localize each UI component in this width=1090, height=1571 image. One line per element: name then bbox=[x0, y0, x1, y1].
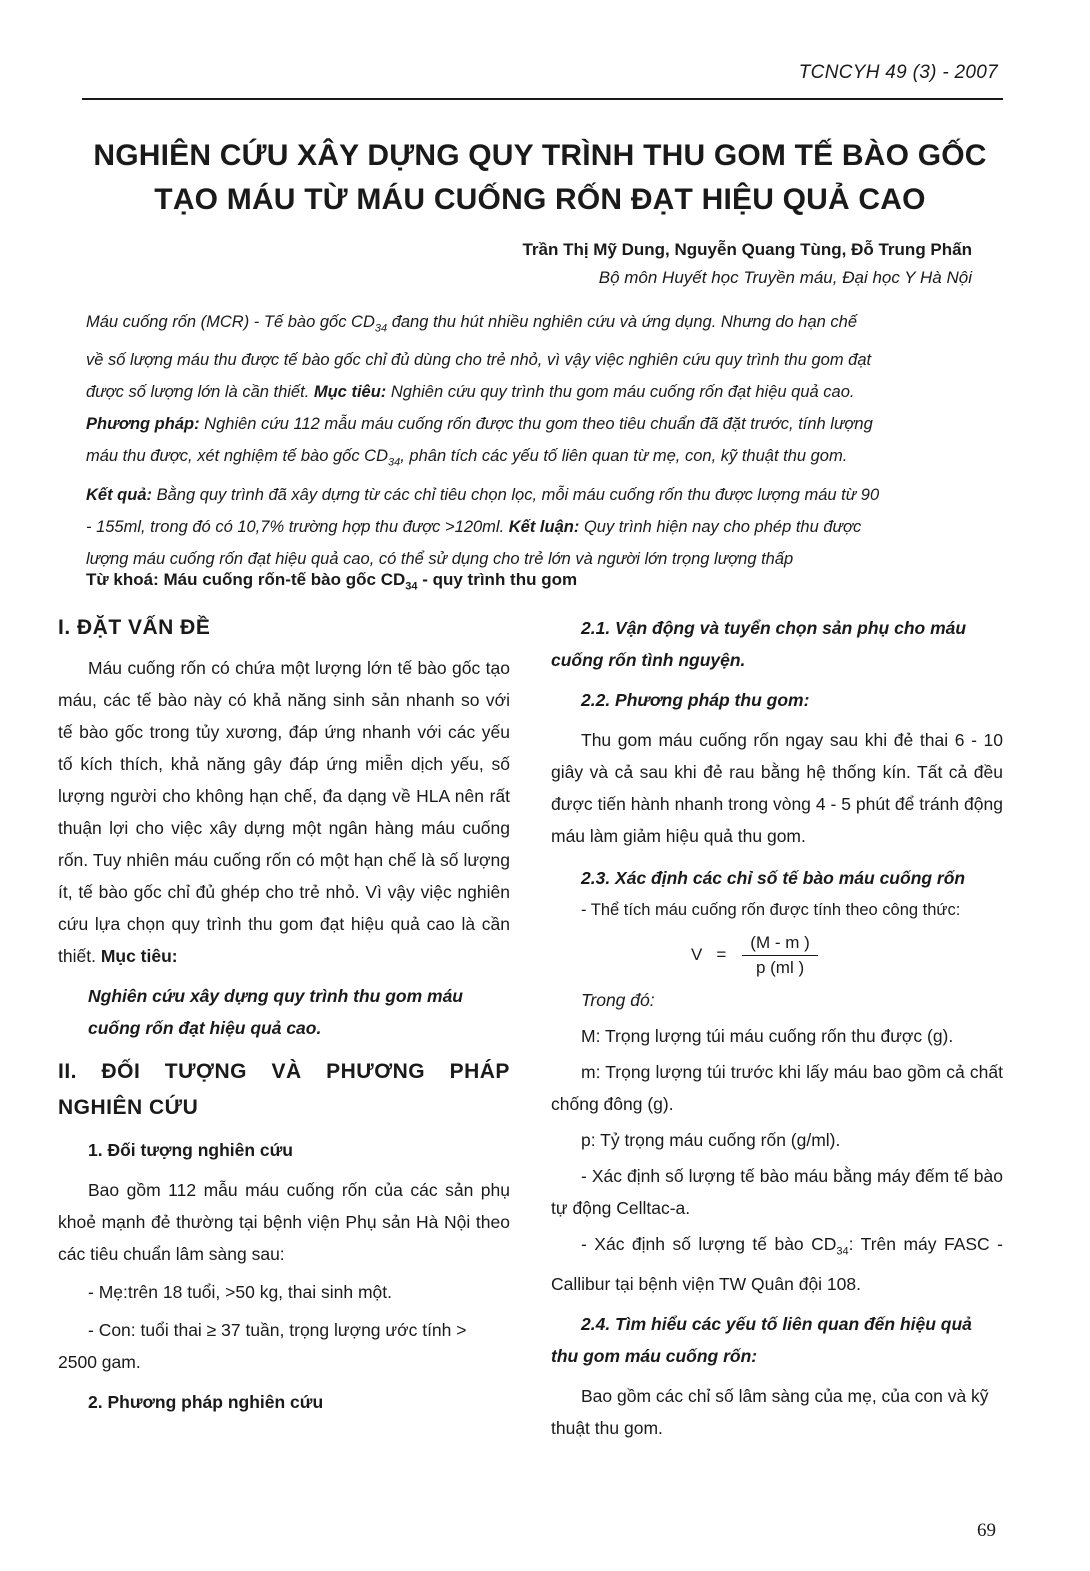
abstract-line-6 bbox=[86, 479, 1001, 511]
article-title bbox=[60, 134, 1020, 222]
author-affiliation: Bộ môn Huyết học Truyền máu, Đại học Y Hà Nội bbox=[598, 268, 972, 287]
subsection-2-heading: 2. Phương pháp nghiên cứu bbox=[88, 1392, 324, 1412]
subscript: 34 bbox=[405, 580, 418, 593]
abstract bbox=[86, 306, 1001, 575]
section-heading-2-line-2: NGHIÊN CỨU bbox=[58, 1096, 199, 1119]
page-number: 69 bbox=[977, 1520, 996, 1541]
heading-word: II. bbox=[58, 1060, 78, 1083]
subscript: 34 bbox=[374, 322, 388, 335]
objective-label: Mục tiêu: bbox=[100, 946, 178, 966]
formula-variable: V bbox=[691, 945, 703, 964]
formula-equals: = bbox=[716, 945, 727, 964]
abstract-text: Nghiên cứu 112 mẫu máu cuống rốn được thu gom theo tiêu chuẩn đã đặt trước, tính lượng bbox=[199, 415, 873, 434]
author-names: Trần Thị Mỹ Dung, Nguyễn Quang Tùng, Đỗ Trung Phấn bbox=[522, 240, 972, 259]
abstract-text: Quy trình hiện nay cho phép thu được bbox=[579, 517, 862, 536]
header-rule bbox=[82, 98, 1003, 100]
title-line-1: NGHIÊN CỨU XÂY DỰNG QUY TRÌNH THU GOM TẾ BÀO GỐC bbox=[93, 139, 987, 172]
section-heading-2-line-1 bbox=[58, 1054, 510, 1090]
heading-word: PHÁP bbox=[449, 1060, 510, 1083]
left-column bbox=[58, 616, 510, 1418]
intro-text: Máu cuống rốn có chứa một lượng lớn tế bào gốc tạo máu, các tế bào này có khả năng sinh sản nhanh so với tế bào gốc trong tủy xương, đáp ứng nhanh với các yếu tố kích thích, khả năng gây đáp ứng miễn dịch yếu, số lượng người cho không hạn chế, đa dạng về HLA nên rất thuận lợi cho việc xây dựng một ngân hàng máu cuống rốn. Tuy nhiên máu cuống rốn có một hạn chế là số lượng ít, tế bào gốc chỉ đủ ghép cho trẻ nhỏ. Vì vậy việc nghiên cứu lựa chọn quy trình thu gom đạt hiệu quả cao là cần thiết. bbox=[58, 658, 510, 966]
subscript: 34 bbox=[388, 456, 401, 469]
abstract-text: - 155ml, trong đó có 10,7% trường hợp thu được >120ml. bbox=[86, 517, 509, 536]
keywords bbox=[86, 570, 577, 592]
abstract-line-7 bbox=[86, 511, 1001, 543]
abstract-line-4 bbox=[86, 408, 1001, 440]
result-label: Kết quả: bbox=[86, 485, 152, 504]
cell-count-method: - Xác định số lượng tế bào máu bằng máy đếm tế bào tự động Celltac-a. bbox=[551, 1166, 1003, 1218]
section-heading-1: I. ĐẶT VẤN ĐỀ bbox=[58, 616, 211, 639]
factors-paragraph: Bao gồm các chỉ số lâm sàng của mẹ, của con và kỹ thuật thu gom. bbox=[551, 1385, 989, 1438]
volume-formula bbox=[691, 926, 1003, 984]
cd34-text: : Trên máy FASC - Callibur tại bệnh viện TW Quân đội 108. bbox=[551, 1234, 1003, 1294]
abstract-text: Bằng quy trình đã xây dựng từ các chỉ tiêu chọn lọc, mỗi máu cuống rốn thu được lượng máu từ 90 bbox=[152, 485, 880, 504]
heading-word: PHƯƠNG bbox=[326, 1060, 426, 1083]
def-p: p: Tỷ trọng máu cuống rốn (g/ml). bbox=[581, 1130, 841, 1150]
abstract-text: Máu cuống rốn (MCR) - Tế bào gốc CD bbox=[86, 313, 375, 331]
where-label: Trong đó: bbox=[581, 990, 655, 1010]
formula-numerator: (M - m ) bbox=[742, 933, 817, 956]
abstract-text: đang thu hút nhiều nghiên cứu và ứng dụng. Nhưng do hạn chế bbox=[387, 313, 858, 331]
subsection-2-3-heading: 2.3. Xác định các chỉ số tế bào máu cuống rốn bbox=[581, 868, 966, 888]
subsection-2-4-heading: 2.4. Tìm hiểu các yếu tố liên quan đến hiệu quả thu gom máu cuống rốn: bbox=[551, 1313, 972, 1366]
cd34-text: - Xác định số lượng tế bào CD bbox=[581, 1234, 837, 1254]
objective-text: Nghiên cứu xây dựng quy trình thu gom máu cuống rốn đạt hiệu quả cao. bbox=[88, 986, 463, 1038]
abstract-line-3 bbox=[86, 376, 1001, 408]
abstract-text: máu thu được, xét nghiệm tế bào gốc CD bbox=[86, 447, 389, 466]
abstract-line-1 bbox=[86, 306, 1001, 344]
subsection-1-heading: 1. Đối tượng nghiên cứu bbox=[88, 1140, 294, 1160]
abstract-line-2: về số lượng máu thu được tế bào gốc chỉ đủ dùng cho trẻ nhỏ, vì vậy việc nghiên cứu quy trình thu gom đạt bbox=[86, 351, 872, 370]
section-heading-2 bbox=[58, 1054, 510, 1126]
cd34-method bbox=[551, 1228, 1003, 1300]
title-line-2: TẠO MÁU TỪ MÁU CUỐNG RỐN ĐẠT HIỆU QUẢ CAO bbox=[154, 183, 926, 216]
def-M: M: Trọng lượng túi máu cuống rốn thu được (g). bbox=[581, 1026, 954, 1046]
criterion-mother: - Mẹ:trên 18 tuổi, >50 kg, thai sinh một. bbox=[88, 1282, 392, 1302]
subscript: 34 bbox=[836, 1245, 849, 1258]
abstract-text: Nghiên cứu quy trình thu gom máu cuống rốn đạt hiệu quả cao. bbox=[386, 383, 855, 402]
formula-denominator: p (ml ) bbox=[755, 957, 805, 977]
abstract-line-5 bbox=[86, 440, 1001, 478]
abstract-text: , phân tích các yếu tố liên quan từ mẹ, con, kỹ thuật thu gom. bbox=[400, 447, 848, 466]
criterion-child: - Con: tuổi thai ≥ 37 tuần, trọng lượng ước tính > 2500 gam. bbox=[58, 1320, 467, 1372]
subsection-2-1-heading: 2.1. Vận động và tuyển chọn sản phụ cho máu cuống rốn tình nguyện. bbox=[551, 618, 967, 670]
journal-reference: TCNCYH 49 (3) - 2007 bbox=[798, 62, 998, 83]
right-column bbox=[551, 612, 1003, 1444]
objective-label: Mục tiêu: bbox=[313, 383, 387, 402]
subjects-paragraph: Bao gồm 112 mẫu máu cuống rốn của các sản phụ khoẻ mạnh đẻ thường tại bệnh viện Phụ sản Hà Nội theo các tiêu chuẩn lâm sàng sau: bbox=[58, 1180, 510, 1264]
keywords-text: Từ khoá: Máu cuống rốn-tế bào gốc CD bbox=[86, 570, 406, 589]
author-block bbox=[522, 236, 972, 292]
heading-word: TƯỢNG bbox=[164, 1060, 247, 1083]
volume-formula-intro: - Thể tích máu cuống rốn được tính theo công thức: bbox=[581, 901, 961, 919]
intro-paragraph bbox=[58, 652, 510, 972]
subsection-2-2-heading: 2.2. Phương pháp thu gom: bbox=[581, 690, 810, 710]
def-m: m: Trọng lượng túi trước khi lấy máu bao gồm cả chất chống đông (g). bbox=[551, 1062, 1003, 1114]
formula-fraction bbox=[742, 933, 817, 978]
abstract-line-8: lượng máu cuống rốn đạt hiệu quả cao, có thể sử dụng cho trẻ lớn và người lớn trọng lượng thấp bbox=[86, 549, 794, 568]
keywords-text: - quy trình thu gom bbox=[417, 570, 578, 589]
heading-word: VÀ bbox=[271, 1060, 302, 1083]
conclusion-label: Kết luận: bbox=[508, 517, 580, 536]
method-label: Phương pháp: bbox=[86, 415, 200, 434]
abstract-text: được số lượng lớn là cần thiết. bbox=[86, 383, 314, 402]
heading-word: ĐỐI bbox=[101, 1060, 141, 1083]
collection-paragraph: Thu gom máu cuống rốn ngay sau khi đẻ thai 6 - 10 giây và cả sau khi đẻ rau bằng hệ thống kín. Tất cả đều được tiến hành nhanh trong vòng 4 - 5 phút để tránh động máu làm giảm hiệu quả thu gom. bbox=[551, 730, 1003, 846]
